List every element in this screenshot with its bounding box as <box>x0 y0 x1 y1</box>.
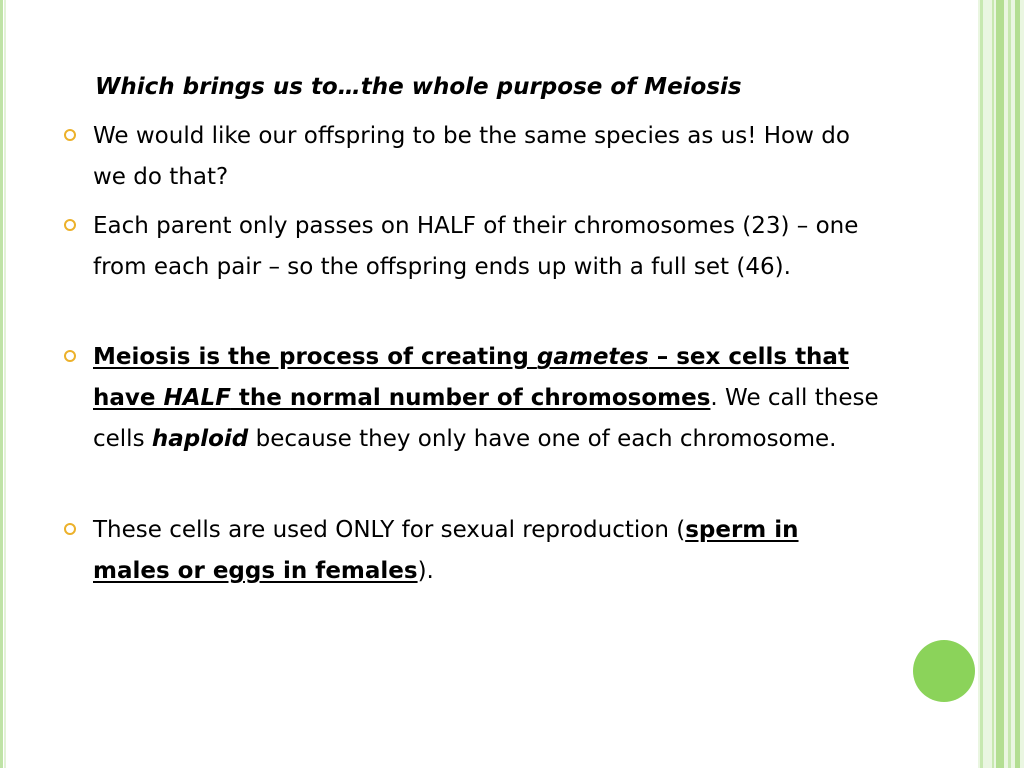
bullet-circle-icon <box>64 129 76 141</box>
bullet-text: We would like our offspring to be the same species as us! How do we do that? <box>93 123 850 190</box>
right-border-stripe <box>992 0 994 768</box>
slide-heading: Which brings us to…the whole purpose of Meiosis <box>95 74 742 100</box>
meiosis-definition-text: Meiosis is the process of creating <box>93 344 537 370</box>
sex-cells-text: – sex cells that have <box>93 344 849 411</box>
left-border-stripe <box>0 0 3 768</box>
reproduction-text: These cells are used ONLY for sexual reproduction ( <box>93 517 686 543</box>
sperm-eggs-term: sperm in males or eggs in females <box>93 517 799 584</box>
bullet-item-half-chromosomes <box>93 206 883 288</box>
haploid-intro-text: . We call these cells <box>93 385 879 452</box>
bullet-item-meiosis-definition <box>93 337 883 460</box>
right-border-stripe <box>980 0 983 768</box>
right-border-stripe <box>1008 0 1011 768</box>
right-border-stripe <box>996 0 1004 768</box>
bullet-circle-icon <box>64 350 76 362</box>
bullet-item-reproduction <box>93 510 883 592</box>
gametes-term: gametes <box>536 344 649 370</box>
left-border-stripe-inner <box>4 0 6 768</box>
right-border-stripe <box>1015 0 1020 768</box>
bullet-item-offspring <box>93 116 883 198</box>
haploid-term: haploid <box>151 426 249 452</box>
half-term: HALF <box>163 385 231 411</box>
decorative-green-circle <box>913 640 975 702</box>
bullet-circle-icon <box>64 523 76 535</box>
bullet-text: Each parent only passes on HALF of their chromosomes (23) – one from each pair – so the offspring ends up with a full set (46). <box>93 213 859 280</box>
normal-number-text: the normal number of chromosomes <box>230 385 711 411</box>
bullet-circle-icon <box>64 219 76 231</box>
haploid-explanation-text: because they only have one of each chromosome. <box>248 426 837 452</box>
reproduction-text-end: ). <box>417 558 434 584</box>
